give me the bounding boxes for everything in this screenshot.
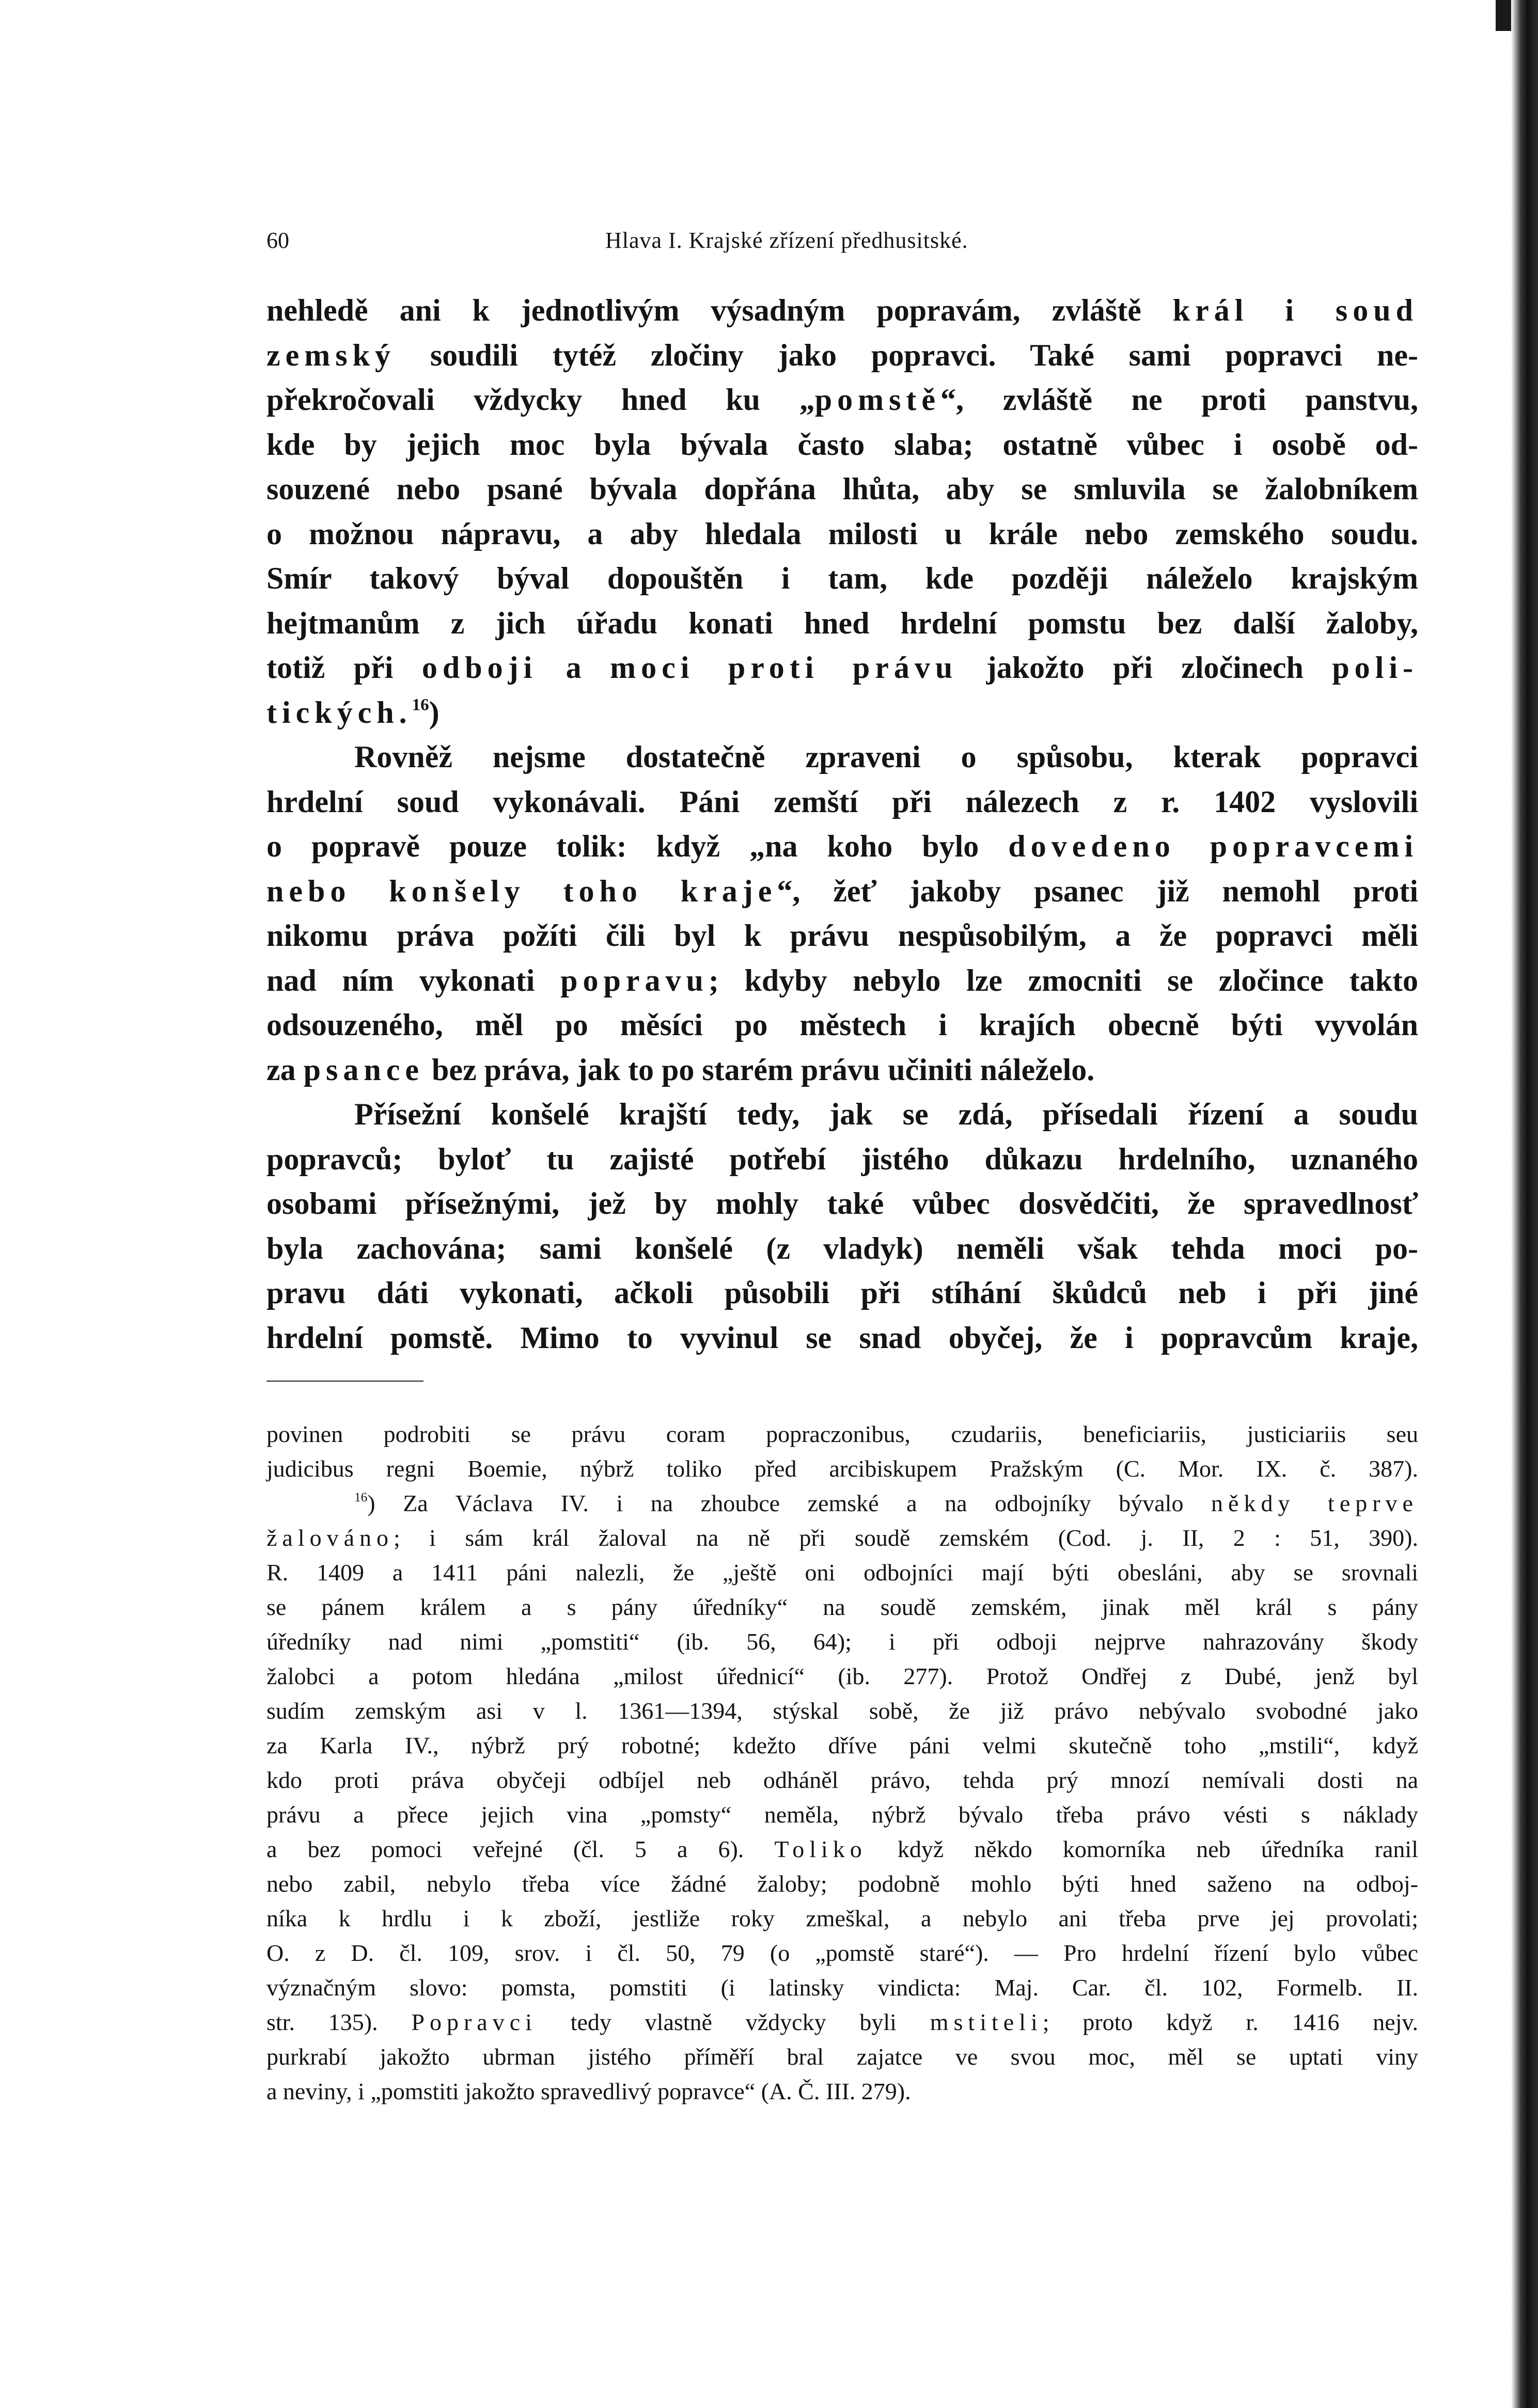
text-line: odsouzeného, měl po měsíci po městech i krajích obecně býti vyvolán [266,1008,1418,1042]
footnote-line: význačným slovo: pomsta, pomstiti (i latinsky vindicta: Maj. Car. čl. 102, Formelb. II. [266,1974,1418,2001]
text-run: tedy vlastně vždycky byli [537,2009,930,2035]
footnote-line: právu a přece jejich vina „pomsty“ neměla, nýbrž bývalo třeba právo vésti s náklady [266,1801,1418,1828]
text-line [266,958,1418,1003]
text-run: bez práva, jak to po starém právu učiniti náleželo. [424,1052,1095,1087]
footnotes [266,1417,1418,2109]
footnote-line: purkrabí jakožto ubrman jistého příměří bral zajatce ve svou moc, měl se uptati viny [266,2043,1418,2070]
footnote-line: R. 1409 a 1411 páni nalezli, že „ještě oni odbojníci mají býti obesláni, aby se srovnali [266,1559,1418,1586]
running-title: Hlava I. Krajské zřízení předhusitské. [605,228,968,253]
footnote-line: a neviny, i „pomstiti jakožto spravedlivý popravce“ (A. Č. III. 279). [266,2078,911,2104]
footnote-marker-16: 16 [354,1490,368,1505]
spaced-emphasis: poli- [1332,651,1419,685]
text-run: ; proto když r. 1416 nejv. [1042,2009,1419,2035]
text-run: nad ním vykonati [266,963,561,997]
footnote-line: úředníky nad nimi „pomstiti“ (ib. 56, 64); i při odboji nejprve nahrazovány škody [266,1628,1418,1655]
text-run: když někdo komorníka neb úředníka ranil [867,1836,1418,1862]
text-run: a [537,651,610,685]
footnote-line: O. z D. čl. 109, srov. i čl. 50, 79 (o „pomstě staré“). — Pro hrdelní řízení bylo vůbec [266,1940,1418,1966]
spaced-emphasis: odboji [421,651,538,685]
text-run: ) Za Václava IV. i na zhoubce zemské a na odbojníky bývalo [367,1490,1212,1516]
text-run: nehledě ani k jednotlivým výsadným popravám, zvláště [266,293,1173,327]
footnote-line: judicibus regni Boemie, nýbrž toliko před arcibiskupem Pražským (C. Mor. IX. č. 387). [266,1455,1418,1482]
spaced-emphasis: psance [303,1052,424,1087]
text-run: soudili tytéž zločiny jako popravci. Také sami popravci ne- [395,338,1418,372]
text-line [266,690,1418,735]
footnote-line: kdo proti práva obyčeji odbíjel neb odháněl právo, tehda prý mnozí nemívali dosti na [266,1767,1418,1793]
spaced-emphasis: Toliko [774,1836,867,1862]
text-line [266,869,1418,914]
spaced-emphasis: pomstě [814,383,941,417]
spaced-emphasis: moci proti právu [610,651,958,685]
text-line: osobami přísežnými, jež by mohly také vůbec dosvědčiti, že spravedlnosť [266,1186,1418,1221]
paragraph-2 [266,735,1418,1092]
text-line: souzené nebo psané bývala dopřána lhůta, aby se smluvila se žalobníkem [266,472,1418,506]
text-line: Přísežní konšelé krajští tedy, jak se zdá, přísedali řízení a soudu [354,1097,1418,1131]
footnote-line: žalobci a potom hledána „milost úřednicí“ (ib. 277). Protož Ondřej z Dubé, jenž byl [266,1663,1418,1689]
page-number: 60 [266,228,289,253]
text-run: jakožto při zločinech [958,651,1332,685]
text-line: byla zachována; sami konšelé (z vladyk) neměli však tehda moci po- [266,1231,1418,1265]
text-line: popravců; byloť tu zajisté potřebí jistého důkazu hrdelního, uznaného [266,1142,1418,1176]
text-run: a bez pomoci veřejné (čl. 5 a 6). [266,1836,775,1862]
text-line [266,288,1418,333]
text-run: za [266,1052,304,1087]
footnote-line: sudím zemským asi v l. 1361—1394, stýskal sobě, že již právo nebývalo svobodné jako [266,1698,1418,1724]
spaced-emphasis: žalováno [266,1525,394,1551]
spaced-emphasis: mstiteli [930,2009,1043,2035]
text-line: Smír takový býval dopouštěn i tam, kde později náleželo krajským [266,561,1418,595]
running-header [266,222,1418,258]
text-run: o popravě pouze tolik: když „na koho bylo [266,829,1009,863]
footnote-line: nebo zabil, nebylo třeba více žádné žaloby; podobně mohlo býti hned saženo na odboj- [266,1871,1418,1897]
text-line [266,377,1418,422]
text-run: překročovali vždycky hned ku „ [266,383,815,417]
footnote-separator [266,1381,423,1382]
text-line: hrdelní pomstě. Mimo to vyvinul se snad obyčej, že i popravcům kraje, [266,1320,1418,1355]
paragraph-1 [266,288,1418,735]
text-line [266,1048,1418,1092]
text-line [266,333,1418,378]
footnote-line: níka k hrdlu i k zboží, jestliže roky zmeškal, a nebylo ani třeba prve jej provolati; [266,1905,1418,1931]
text-run: “, zvláště ne proti panstvu, [940,383,1419,417]
footnote-line [266,1520,1418,1555]
footnote-line [266,2005,1418,2039]
text-line: kde by jejich moc byla bývala často slaba; ostatně vůbec i osobě od- [266,427,1418,462]
text-line: nikomu práva požíti čili byl k právu nespůsobilým, a že popravci měli [266,918,1418,953]
spaced-emphasis: tických. [266,695,412,730]
text-line: pravu dáti vykonati, ačkoli působili při stíhání škůdců neb i při jiné [266,1276,1418,1310]
scan-edge-mark [1496,0,1511,31]
spaced-emphasis: dovedeno popravcemi [1008,829,1418,863]
text-line: hrdelní soud vykonávali. Páni zemští při nálezech z r. 1402 vyslovili [266,784,1418,819]
text-line [266,645,1418,690]
spaced-emphasis: Popravci [411,2009,537,2035]
spaced-emphasis: popravu [560,963,709,997]
spaced-emphasis: král i soud [1172,293,1418,327]
main-text [266,288,1418,1360]
footnote-ref-16: 16 [412,695,429,714]
text-run: “, žeť jakoby psanec již nemohl proti [777,874,1418,908]
scan-binding-edge [1511,0,1538,2408]
text-line: hejtmanům z jich úřadu konati hned hrdelní pomstu bez další žaloby, [266,606,1418,640]
footnote-line: se pánem králem a s pány úředníky“ na soudě zemském, jinak měl král s pány [266,1594,1418,1620]
text-line [266,824,1418,869]
text-line: o možnou nápravu, a aby hledala milosti u krále nebo zemského soudu. [266,516,1418,551]
text-run: str. 135). [266,2009,412,2035]
footnote-line: povinen podrobiti se právu coram popraczonibus, czudariis, beneficiariis, justiciariis seu [266,1421,1418,1447]
text-run: ; i sám král žaloval na ně při soudě zemském (Cod. j. II, 2 : 51, 390). [394,1525,1418,1551]
spaced-emphasis: zemský [266,338,396,372]
book-page [266,222,1418,2109]
text-run: totiž při [266,651,422,685]
footnote-line [266,1832,1418,1866]
paragraph-3 [266,1092,1418,1360]
text-line: Rovněž nejsme dostatečně zpraveni o spůsobu, kterak popravci [354,740,1418,774]
footnote-line: za Karla IV., nýbrž prý robotné; kdežto dříve páni velmi skutečně toho „mstili“, když [266,1732,1418,1759]
footnote-line [266,1486,1418,1520]
spaced-emphasis: někdy teprve [1211,1490,1418,1516]
text-run: ; kdyby nebylo lze zmocniti se zločince takto [708,963,1418,997]
spaced-emphasis: nebo konšely toho kraje [266,874,777,908]
text-run: ) [429,695,440,730]
